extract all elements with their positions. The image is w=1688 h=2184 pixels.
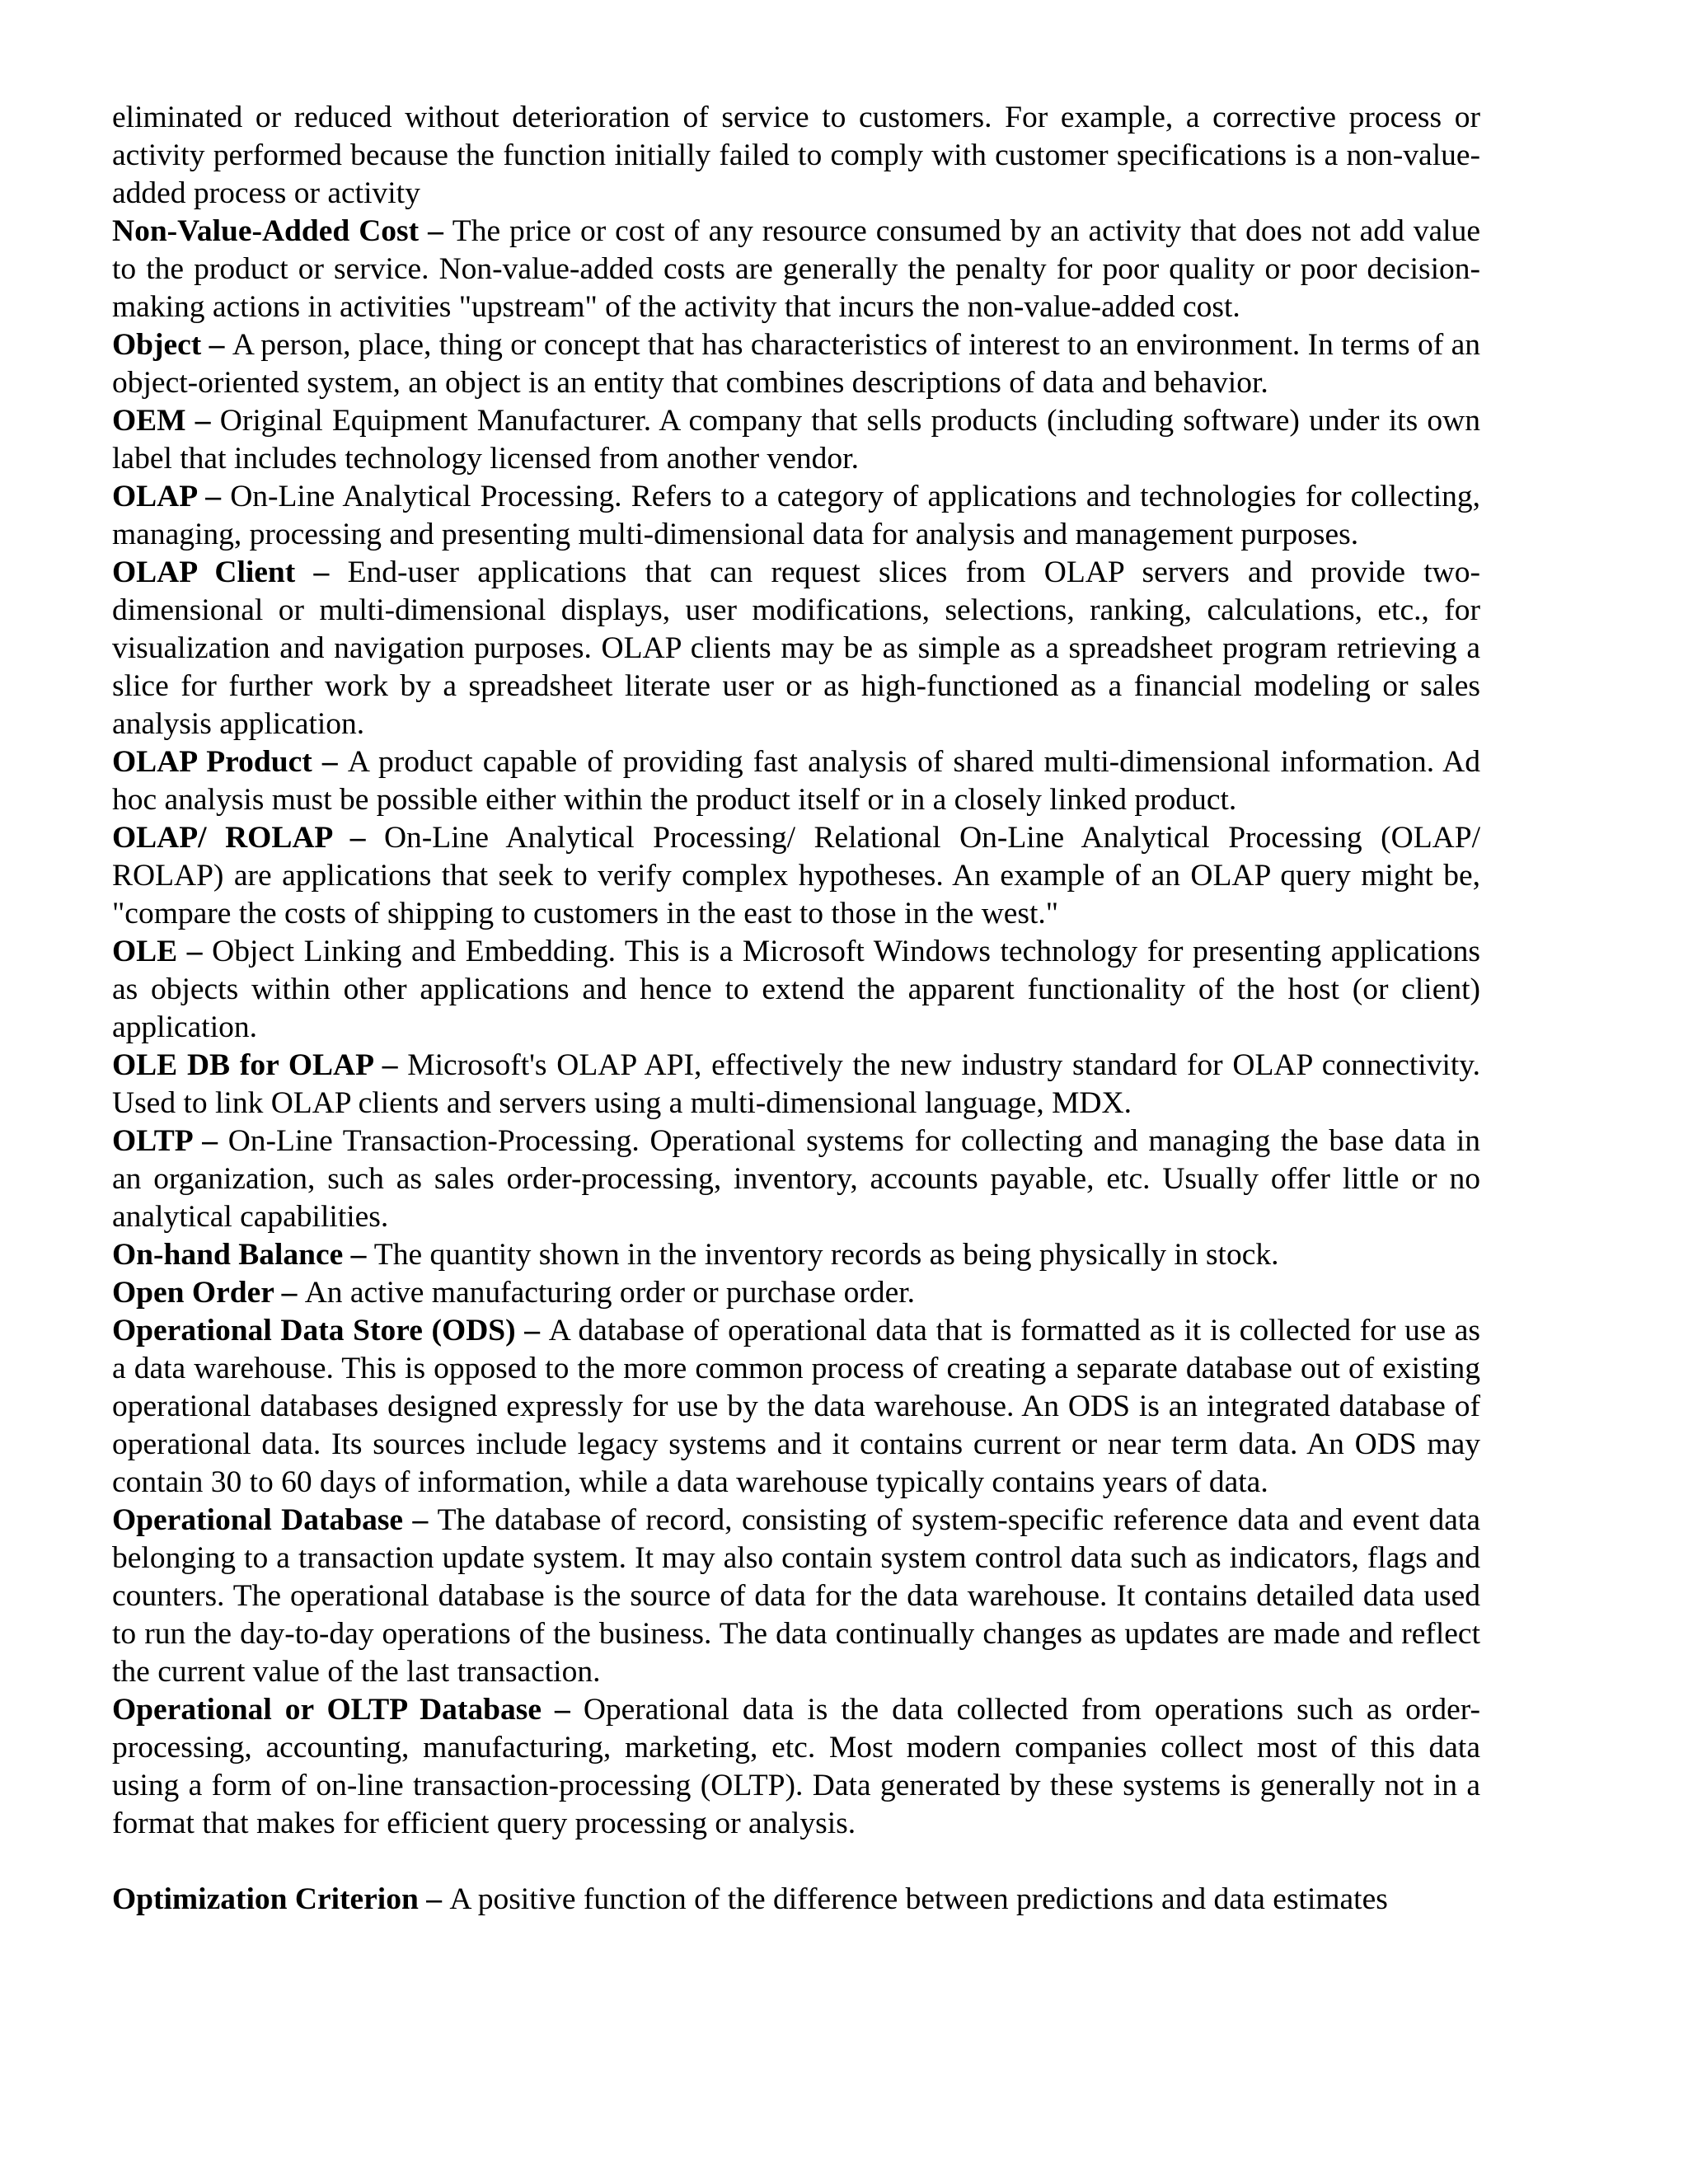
glossary-entry xyxy=(112,1047,1480,1122)
glossary-entry xyxy=(112,1502,1480,1691)
entry-term: Operational Database xyxy=(112,1503,404,1537)
entry-term: OLE xyxy=(112,935,178,968)
entry-dash: – xyxy=(185,404,220,438)
entry-definition: A product capable of providing fast analysis of shared multi-dimensional information. Ad hoc analysis must be possible either within the product itself or in a closely linked product. xyxy=(112,745,1480,817)
glossary-entry xyxy=(112,1691,1480,1843)
entry-definition: Original Equipment Manufacturer. A company that sells products (including software) under its own label that includes technology licensed from another vendor. xyxy=(112,404,1481,476)
glossary-entry-continuation xyxy=(112,99,1480,213)
entry-definition: The database of record, consisting of system-specific reference data and event data belonging to a transaction update system. It may also contain system control data such as indicators, flags and counters. The operational database is the source of data for the data warehouse. It contains detailed data used to run the day-to-day operations of the business. The data continually changes as updates are made and reflect the current value of the last transaction. xyxy=(112,1503,1480,1689)
glossary-page xyxy=(112,99,1480,1919)
entry-term: Object xyxy=(112,328,202,362)
glossary-entry xyxy=(112,819,1480,933)
entry-term: Operational Data Store (ODS) xyxy=(112,1314,516,1347)
entry-term: Open Order xyxy=(112,1276,274,1310)
entry-term: Optimization Criterion xyxy=(112,1882,419,1916)
entry-dash: – xyxy=(419,214,452,248)
entry-term: OEM xyxy=(112,404,186,438)
entry-definition: A positive function of the difference between predictions and data estimates xyxy=(449,1882,1388,1916)
entry-definition: On-Line Analytical Processing/ Relational On-Line Analytical Processing (OLAP/ ROLAP) are applications that seek to verify complex hypotheses. An example of an OLAP query might be, "compare the costs of shipping to customers in the east to those in the west." xyxy=(112,821,1480,930)
glossary-entry xyxy=(112,1881,1480,1919)
entry-definition: On-Line Transaction-Processing. Operational systems for collecting and managing the base data in an organization, such as sales order-processing, inventory, accounts payable, etc. Usually offer little or no analytical capabilities. xyxy=(112,1124,1480,1234)
entry-term: OLE DB for OLAP xyxy=(112,1048,373,1082)
glossary-entry xyxy=(112,213,1480,326)
entry-term: OLAP Product xyxy=(112,745,312,779)
glossary-entry xyxy=(112,1274,1480,1312)
entry-definition: Operational data is the data collected from operations such as order-processing, accounting, manufacturing, marketing, etc. Most modern companies collect most of this data using a form of on-line transaction-processing (OLTP). Data generated by these systems is generally not in a format that makes for efficient query processing or analysis. xyxy=(112,1693,1481,1840)
entry-definition: A person, place, thing or concept that has characteristics of interest to an environment. In terms of an object-oriented system, an object is an entity that combines descriptions of data and behavior. xyxy=(112,328,1480,400)
entry-term: Non-Value-Added Cost xyxy=(112,214,420,248)
glossary-entry xyxy=(112,326,1480,402)
entry-dash: – xyxy=(196,480,231,513)
entry-dash: – xyxy=(542,1693,584,1727)
entry-term: Operational or OLTP Database xyxy=(112,1693,542,1727)
entry-term: OLAP/ ROLAP xyxy=(112,821,332,855)
entry-definition: A database of operational data that is formatted as it is collected for use as a data warehouse. This is opposed to the more common process of creating a separate database out of existing operational databases designed expressly for use by the data warehouse. An ODS is an integrated database of operational data. Its sources include legacy systems and it contains current or near term data. An ODS may contain 30 to 60 days of information, while a data warehouse typically contains years of data. xyxy=(112,1314,1481,1499)
glossary-entry xyxy=(112,1236,1480,1274)
entry-term: On-hand Balance xyxy=(112,1238,344,1272)
entry-dash: – xyxy=(177,935,213,968)
glossary-entry xyxy=(112,402,1480,478)
entry-dash: – xyxy=(201,328,232,362)
entry-definition: Microsoft's OLAP API, effectively the new industry standard for OLAP connectivity. Used to link OLAP clients and servers using a multi-dimensional language, MDX. xyxy=(112,1048,1480,1120)
entry-dash: – xyxy=(515,1314,549,1347)
entry-dash: – xyxy=(274,1276,305,1310)
entry-dash: – xyxy=(418,1882,450,1916)
entry-dash: – xyxy=(343,1238,374,1272)
entry-definition: The price or cost of any resource consumed by an activity that does not add value to the product or service. Non-value-added costs are generally the penalty for poor quality or poor decision-making actions in activities "upstream" of the activity that incurs the non-value-added cost. xyxy=(112,214,1480,324)
glossary-entry xyxy=(112,743,1480,819)
entry-definition: On-Line Analytical Processing. Refers to a category of applications and technologies for collecting, managing, processing and presenting multi-dimensional data for analysis and management purposes. xyxy=(112,480,1480,551)
entry-term: OLAP xyxy=(112,480,197,513)
entry-definition: End-user applications that can request slices from OLAP servers and provide two-dimensional or multi-dimensional displays, user modifications, selections, ranking, calculations, etc., for visualization and navigation purposes. OLAP clients may be as simple as a spreadsheet program retrieving a slice for further work by a spreadsheet literate user or as high-functioned as a financial modeling or sales analysis application. xyxy=(112,555,1480,741)
entry-dash: – xyxy=(312,745,348,779)
entry-dash: – xyxy=(191,1124,228,1158)
entry-dash: – xyxy=(331,821,384,855)
entry-definition: Object Linking and Embedding. This is a Microsoft Windows technology for presenting applications as objects within other applications and hence to extend the apparent functionality of the host (or client) application. xyxy=(112,935,1480,1044)
entry-definition: eliminated or reduced without deterioration of service to customers. For example, a corrective process or activity performed because the function initially failed to comply with customer specifications is a non-value-added process or activity xyxy=(112,101,1480,210)
glossary-entry xyxy=(112,554,1480,743)
glossary-entry xyxy=(112,1122,1480,1236)
glossary-entry xyxy=(112,933,1480,1047)
entry-definition: The quantity shown in the inventory records as being physically in stock. xyxy=(373,1238,1279,1272)
entry-dash: – xyxy=(372,1048,408,1082)
glossary-entry xyxy=(112,478,1480,554)
glossary-entry xyxy=(112,1312,1480,1502)
entry-dash: – xyxy=(403,1503,438,1537)
entry-dash: – xyxy=(295,555,348,589)
entry-term: OLTP xyxy=(112,1124,192,1158)
entry-term: OLAP Client xyxy=(112,555,296,589)
entry-definition: An active manufacturing order or purchase order. xyxy=(304,1276,916,1310)
blank-line xyxy=(112,1843,1480,1881)
